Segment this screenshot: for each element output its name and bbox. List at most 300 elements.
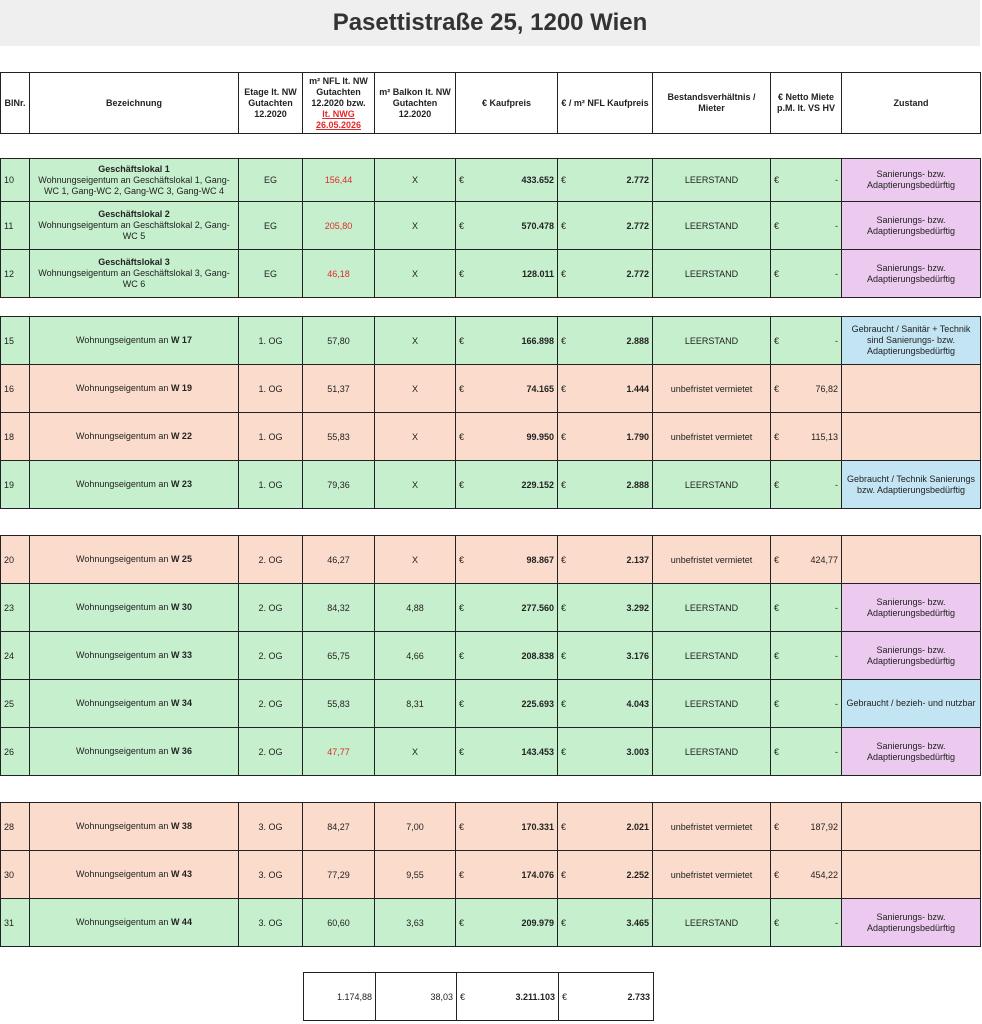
unit-prefix: Wohnungseigentum an	[76, 869, 171, 879]
cell-balkon: 8,31	[375, 680, 456, 728]
cell-zustand: Sanierungs- bzw. Adaptierungsbedürftig	[842, 584, 981, 632]
col-qm-preis: € / m² NFL Kaufpreis	[558, 73, 653, 134]
cell-miete	[771, 632, 842, 680]
qm-value: 2.021	[626, 821, 649, 832]
cell-nfl: 47,77	[303, 728, 375, 776]
currency-symbol: €	[774, 431, 780, 442]
cell-qm-preis	[558, 202, 653, 250]
cell-nr: 23	[1, 584, 30, 632]
currency-symbol: €	[459, 869, 465, 880]
unit-prefix: Wohnungseigentum an	[76, 554, 171, 564]
cell-zustand	[842, 803, 981, 851]
miete-value: -	[835, 479, 838, 490]
qm-value: 1.444	[626, 383, 649, 394]
miete-value: -	[835, 268, 838, 279]
kaufpreis-value: 98.867	[526, 554, 554, 565]
cell-bestand: LEERSTAND	[653, 899, 771, 947]
cell-bezeichnung	[30, 250, 239, 298]
currency-symbol: €	[459, 698, 465, 709]
currency-symbol: €	[459, 431, 465, 442]
currency-symbol: €	[561, 383, 567, 394]
cell-nfl: 57,80	[303, 317, 375, 365]
cell-nr: 26	[1, 728, 30, 776]
kaufpreis-value: 225.693	[521, 698, 554, 709]
miete-value: -	[835, 220, 838, 231]
unit-number: W 38	[170, 821, 192, 831]
table-row	[1, 728, 981, 776]
cell-balkon: 4,88	[375, 584, 456, 632]
title-bar	[0, 0, 980, 46]
cell-qm-preis	[558, 317, 653, 365]
cell-bezeichnung	[30, 680, 239, 728]
kaufpreis-value: 229.152	[521, 479, 554, 490]
currency-symbol: €	[459, 268, 465, 279]
cell-zustand	[842, 365, 981, 413]
cell-etage: 1. OG	[239, 317, 303, 365]
unit-number: W 30	[170, 602, 192, 612]
miete-value: -	[835, 917, 838, 928]
cell-miete	[771, 803, 842, 851]
currency-symbol: €	[459, 650, 465, 661]
currency-symbol: €	[460, 991, 466, 1002]
cell-miete	[771, 250, 842, 298]
currency-symbol: €	[561, 746, 567, 757]
cell-etage: 2. OG	[239, 536, 303, 584]
currency-symbol: €	[774, 220, 780, 231]
cell-etage: 3. OG	[239, 899, 303, 947]
cell-nfl: 205,80	[303, 202, 375, 250]
total-balkon: 38,03	[376, 973, 457, 1021]
qm-value: 3.465	[626, 917, 649, 928]
miete-value: 187,92	[810, 821, 838, 832]
cell-nr: 12	[1, 250, 30, 298]
cell-nfl: 46,18	[303, 250, 375, 298]
table-row	[1, 413, 981, 461]
cell-bezeichnung	[30, 536, 239, 584]
table-row	[1, 159, 981, 202]
table-row	[1, 461, 981, 509]
kaufpreis-value: 99.950	[526, 431, 554, 442]
cell-qm-preis	[558, 159, 653, 202]
currency-symbol: €	[774, 746, 780, 757]
unit-prefix: Wohnungseigentum an	[76, 335, 171, 345]
qm-value: 3.292	[626, 602, 649, 613]
currency-symbol: €	[561, 554, 567, 565]
cell-balkon: X	[375, 536, 456, 584]
currency-symbol: €	[774, 917, 780, 928]
col-balkon: m² Balkon lt. NW Gutachten 12.2020	[375, 73, 456, 134]
miete-value: 115,13	[811, 431, 838, 442]
currency-symbol: €	[459, 383, 465, 394]
kaufpreis-value: 433.652	[521, 175, 554, 185]
unit-description: Wohnungseigentum an Geschäftslokal 2, Gang-WC 5	[38, 220, 230, 241]
cell-bestand: LEERSTAND	[653, 632, 771, 680]
currency-symbol: €	[561, 335, 567, 346]
total-kaufpreis	[457, 973, 559, 1021]
cell-zustand: Sanierungs- bzw. Adaptierungsbedürftig	[842, 728, 981, 776]
currency-symbol: €	[459, 917, 465, 928]
cell-miete	[771, 461, 842, 509]
cell-balkon: 9,55	[375, 851, 456, 899]
unit-number: W 43	[170, 869, 192, 879]
cell-bezeichnung	[30, 899, 239, 947]
unit-description: Wohnungseigentum an Geschäftslokal 1, Gang-WC 1, Gang-WC 2, Gang-WC 3, Gang-WC 4	[38, 174, 230, 196]
cell-nr: 28	[1, 803, 30, 851]
currency-symbol: €	[774, 383, 780, 394]
cell-kaufpreis	[456, 317, 558, 365]
total-nfl: 1.174,88	[304, 973, 376, 1021]
miete-value: -	[835, 698, 838, 709]
col-nr: BlNr.	[1, 73, 30, 134]
cell-bestand: LEERSTAND	[653, 202, 771, 250]
cell-bestand: LEERSTAND	[653, 461, 771, 509]
cell-nr: 16	[1, 365, 30, 413]
table-row	[1, 584, 981, 632]
cell-nfl: 51,37	[303, 365, 375, 413]
cell-zustand: Gebraucht / Technik Sanierungs bzw. Adaptierungsbedürftig	[842, 461, 981, 509]
currency-symbol: €	[774, 650, 780, 661]
col-nfl-b: lt. NWG 26.05.2026	[315, 108, 362, 130]
unit-prefix: Wohnungseigentum an	[76, 602, 171, 612]
qm-value: 2.888	[626, 479, 649, 490]
cell-bezeichnung	[30, 851, 239, 899]
currency-symbol: €	[774, 175, 780, 185]
cell-balkon: X	[375, 413, 456, 461]
col-kaufpreis: € Kaufpreis	[456, 73, 558, 134]
cell-qm-preis	[558, 461, 653, 509]
cell-zustand: Gebraucht / bezieh- und nutzbar	[842, 680, 981, 728]
currency-symbol: €	[459, 554, 465, 565]
cell-etage: 3. OG	[239, 851, 303, 899]
cell-nr: 15	[1, 317, 30, 365]
col-zustand: Zustand	[842, 73, 981, 134]
currency-symbol: €	[774, 602, 780, 613]
currency-symbol: €	[459, 746, 465, 757]
cell-etage: 1. OG	[239, 365, 303, 413]
currency-symbol: €	[561, 821, 567, 832]
totals-row	[303, 972, 654, 1021]
qm-value: 2.772	[626, 175, 649, 185]
cell-bezeichnung	[30, 365, 239, 413]
unit-number: W 44	[170, 917, 192, 927]
currency-symbol: €	[562, 991, 568, 1002]
kaufpreis-value: 74.165	[526, 383, 554, 394]
cell-nr: 11	[1, 202, 30, 250]
cell-balkon: X	[375, 159, 456, 202]
unit-number: W 36	[170, 746, 192, 756]
cell-nr: 24	[1, 632, 30, 680]
cell-kaufpreis	[456, 159, 558, 202]
cell-zustand	[842, 536, 981, 584]
cell-zustand: Sanierungs- bzw. Adaptierungsbedürftig	[842, 632, 981, 680]
currency-symbol: €	[561, 431, 567, 442]
qm-value: 3.176	[626, 650, 649, 661]
cell-bezeichnung	[30, 317, 239, 365]
cell-bezeichnung	[30, 803, 239, 851]
unit-number: W 33	[170, 650, 192, 660]
cell-miete	[771, 728, 842, 776]
cell-miete	[771, 899, 842, 947]
miete-value: -	[835, 746, 838, 757]
cell-miete	[771, 202, 842, 250]
unit-prefix: Wohnungseigentum an	[76, 479, 171, 489]
cell-nfl: 65,75	[303, 632, 375, 680]
table-row	[1, 536, 981, 584]
cell-nr: 18	[1, 413, 30, 461]
cell-bestand: LEERSTAND	[653, 728, 771, 776]
cell-kaufpreis	[456, 851, 558, 899]
currency-symbol: €	[774, 554, 780, 565]
currency-symbol: €	[774, 268, 780, 279]
cell-nfl: 77,29	[303, 851, 375, 899]
cell-kaufpreis	[456, 899, 558, 947]
cell-bestand: LEERSTAND	[653, 317, 771, 365]
cell-nfl: 55,83	[303, 680, 375, 728]
cell-zustand	[842, 851, 981, 899]
currency-symbol: €	[774, 869, 780, 880]
kaufpreis-value: 128.011	[521, 268, 554, 279]
cell-miete	[771, 159, 842, 202]
cell-zustand: Sanierungs- bzw. Adaptierungsbedürftig	[842, 202, 981, 250]
cell-kaufpreis	[456, 803, 558, 851]
currency-symbol: €	[561, 268, 567, 279]
unit-prefix: Wohnungseigentum an	[76, 917, 171, 927]
currency-symbol: €	[459, 220, 465, 231]
cell-bestand: unbefristet vermietet	[653, 803, 771, 851]
currency-symbol: €	[561, 479, 567, 490]
cell-bezeichnung	[30, 728, 239, 776]
cell-nfl: 55,83	[303, 413, 375, 461]
kaufpreis-value: 174.076	[521, 869, 554, 880]
row-group	[0, 535, 981, 776]
cell-miete	[771, 317, 842, 365]
col-miete: € Netto Miete p.M. lt. VS HV	[771, 73, 842, 134]
currency-symbol: €	[561, 175, 567, 185]
miete-value: -	[835, 335, 838, 346]
total-qm-value: 2.733	[627, 991, 650, 1002]
cell-bezeichnung	[30, 584, 239, 632]
cell-nr: 20	[1, 536, 30, 584]
cell-kaufpreis	[456, 461, 558, 509]
miete-value: -	[835, 175, 838, 185]
currency-symbol: €	[774, 479, 780, 490]
cell-nfl: 46,27	[303, 536, 375, 584]
cell-bestand: LEERSTAND	[653, 250, 771, 298]
unit-number: W 34	[170, 698, 192, 708]
kaufpreis-value: 208.838	[521, 650, 554, 661]
cell-nfl: 60,60	[303, 899, 375, 947]
unit-prefix: Wohnungseigentum an	[76, 431, 171, 441]
cell-etage: EG	[239, 202, 303, 250]
unit-prefix: Wohnungseigentum an	[76, 746, 171, 756]
col-bestand: Bestandsverhältnis / Mieter	[653, 73, 771, 134]
unit-prefix: Wohnungseigentum an	[76, 821, 171, 831]
cell-qm-preis	[558, 584, 653, 632]
row-group	[0, 802, 981, 947]
unit-number: W 23	[170, 479, 192, 489]
cell-balkon: 4,66	[375, 632, 456, 680]
cell-balkon: X	[375, 317, 456, 365]
cell-etage: EG	[239, 159, 303, 202]
cell-nr: 10	[1, 159, 30, 202]
cell-etage: EG	[239, 250, 303, 298]
cell-etage: 2. OG	[239, 728, 303, 776]
qm-value: 2.772	[626, 268, 649, 279]
currency-symbol: €	[561, 650, 567, 661]
col-bezeichnung: Bezeichnung	[30, 73, 239, 134]
currency-symbol: €	[459, 175, 465, 185]
unit-prefix: Wohnungseigentum an	[76, 698, 171, 708]
cell-balkon: 7,00	[375, 803, 456, 851]
currency-symbol: €	[561, 220, 567, 231]
currency-symbol: €	[774, 335, 780, 346]
table-row	[1, 317, 981, 365]
cell-balkon: 3,63	[375, 899, 456, 947]
cell-kaufpreis	[456, 632, 558, 680]
currency-symbol: €	[774, 821, 780, 832]
qm-value: 2.252	[626, 869, 649, 880]
col-etage: Etage lt. NW Gutachten 12.2020	[239, 73, 303, 134]
currency-symbol: €	[459, 821, 465, 832]
unit-title: Geschäftslokal 3	[98, 257, 170, 267]
cell-kaufpreis	[456, 536, 558, 584]
page-title: Pasettistraße 25, 1200 Wien	[332, 9, 648, 36]
cell-etage: 2. OG	[239, 632, 303, 680]
cell-etage: 2. OG	[239, 584, 303, 632]
qm-value: 4.043	[626, 698, 649, 709]
table-row	[1, 365, 981, 413]
cell-kaufpreis	[456, 728, 558, 776]
cell-kaufpreis	[456, 250, 558, 298]
cell-balkon: X	[375, 461, 456, 509]
cell-bezeichnung	[30, 632, 239, 680]
table-row	[1, 680, 981, 728]
cell-zustand: Sanierungs- bzw. Adaptierungsbedürftig	[842, 159, 981, 202]
cell-qm-preis	[558, 728, 653, 776]
cell-bestand: unbefristet vermietet	[653, 365, 771, 413]
miete-value: 76,82	[815, 383, 838, 394]
cell-bestand: LEERSTAND	[653, 584, 771, 632]
table-row	[1, 899, 981, 947]
unit-title: Geschäftslokal 1	[98, 163, 170, 174]
kaufpreis-value: 570.478	[521, 220, 554, 231]
currency-symbol: €	[459, 335, 465, 346]
qm-value: 3.003	[626, 746, 649, 757]
currency-symbol: €	[459, 479, 465, 490]
unit-number: W 17	[170, 335, 192, 345]
row-group	[0, 158, 981, 298]
cell-miete	[771, 584, 842, 632]
cell-bezeichnung	[30, 461, 239, 509]
table-row	[1, 632, 981, 680]
cell-etage: 1. OG	[239, 413, 303, 461]
cell-balkon: X	[375, 365, 456, 413]
cell-nfl: 84,27	[303, 803, 375, 851]
cell-qm-preis	[558, 851, 653, 899]
table-row	[1, 202, 981, 250]
cell-etage: 2. OG	[239, 680, 303, 728]
cell-bestand: unbefristet vermietet	[653, 536, 771, 584]
qm-value: 2.888	[626, 335, 649, 346]
cell-nfl: 156,44	[303, 159, 375, 202]
cell-nr: 25	[1, 680, 30, 728]
table-row	[1, 250, 981, 298]
cell-miete	[771, 365, 842, 413]
total-kaufpreis-value: 3.211.103	[515, 991, 555, 1002]
cell-nr: 19	[1, 461, 30, 509]
unit-title: Geschäftslokal 2	[98, 209, 170, 219]
cell-kaufpreis	[456, 202, 558, 250]
cell-etage: 1. OG	[239, 461, 303, 509]
currency-symbol: €	[561, 602, 567, 613]
cell-bezeichnung	[30, 202, 239, 250]
cell-zustand: Gebraucht / Sanitär + Technik sind Sanierungs- bzw. Adaptierungsbedürftig	[842, 317, 981, 365]
cell-miete	[771, 680, 842, 728]
unit-description: Wohnungseigentum an Geschäftslokal 3, Gang-WC 6	[38, 268, 230, 289]
miete-value: -	[835, 650, 838, 661]
kaufpreis-value: 209.979	[521, 917, 554, 928]
col-nfl	[303, 73, 375, 134]
cell-zustand: Sanierungs- bzw. Adaptierungsbedürftig	[842, 250, 981, 298]
cell-zustand: Sanierungs- bzw. Adaptierungsbedürftig	[842, 899, 981, 947]
cell-nfl: 79,36	[303, 461, 375, 509]
cell-qm-preis	[558, 365, 653, 413]
cell-etage: 3. OG	[239, 803, 303, 851]
miete-value: -	[835, 602, 838, 613]
cell-bezeichnung	[30, 413, 239, 461]
cell-miete	[771, 413, 842, 461]
cell-kaufpreis	[456, 413, 558, 461]
cell-zustand	[842, 413, 981, 461]
miete-value: 424,77	[810, 554, 838, 565]
cell-qm-preis	[558, 250, 653, 298]
cell-bezeichnung	[30, 159, 239, 202]
table-row	[1, 803, 981, 851]
col-nfl-a: m² NFL lt. NW Gutachten 12.2020 bzw.	[309, 75, 368, 108]
kaufpreis-value: 143.453	[521, 746, 554, 757]
cell-nfl: 84,32	[303, 584, 375, 632]
miete-value: 454,22	[810, 869, 838, 880]
cell-miete	[771, 851, 842, 899]
cell-balkon: X	[375, 202, 456, 250]
unit-number: W 25	[170, 554, 192, 564]
unit-prefix: Wohnungseigentum an	[76, 650, 171, 660]
unit-number: W 19	[170, 383, 192, 393]
unit-number: W 22	[170, 431, 192, 441]
unit-prefix: Wohnungseigentum an	[76, 383, 171, 393]
cell-nr: 31	[1, 899, 30, 947]
table-row	[1, 851, 981, 899]
cell-qm-preis	[558, 803, 653, 851]
qm-value: 1.790	[626, 431, 649, 442]
cell-balkon: X	[375, 250, 456, 298]
cell-bestand: unbefristet vermietet	[653, 851, 771, 899]
kaufpreis-value: 170.331	[521, 821, 554, 832]
qm-value: 2.137	[626, 554, 649, 565]
currency-symbol: €	[561, 869, 567, 880]
table-header	[0, 72, 981, 134]
cell-bestand: unbefristet vermietet	[653, 413, 771, 461]
kaufpreis-value: 277.560	[521, 602, 554, 613]
currency-symbol: €	[459, 602, 465, 613]
cell-qm-preis	[558, 899, 653, 947]
cell-kaufpreis	[456, 584, 558, 632]
cell-miete	[771, 536, 842, 584]
cell-balkon: X	[375, 728, 456, 776]
cell-nr: 30	[1, 851, 30, 899]
currency-symbol: €	[561, 917, 567, 928]
cell-bestand: LEERSTAND	[653, 680, 771, 728]
